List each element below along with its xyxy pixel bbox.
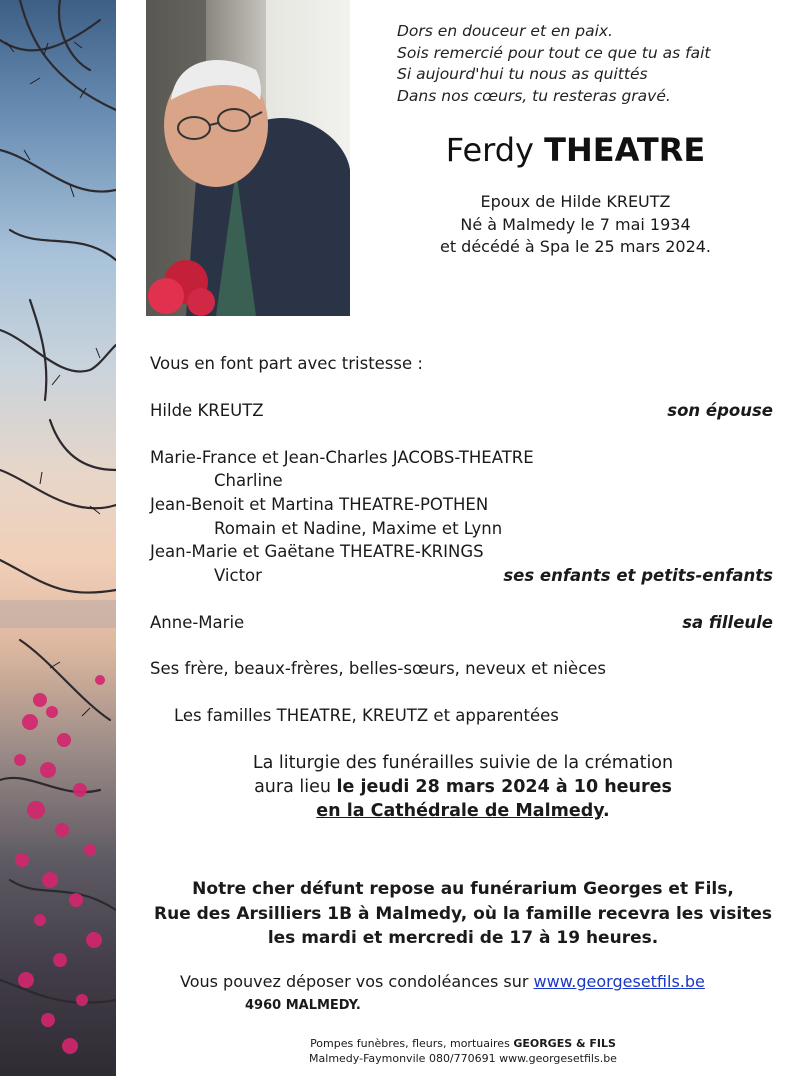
liturgy-date: le jeudi 28 mars 2024 à 10 heures <box>336 777 672 797</box>
reposing-line: Rue des Arsilliers 1B à Malmedy, où la famille recevra les visites <box>154 903 772 924</box>
decorative-side-image <box>0 0 116 1076</box>
siblings-text: Ses frère, beaux-frères, belles-sœurs, neveux et nièces <box>150 659 607 678</box>
deceased-name <box>380 131 771 169</box>
liturgy-place-line <box>116 799 810 823</box>
liturgy-date-line <box>116 775 810 799</box>
grandchild-names: Romain et Nadine, Maxime et Lynn <box>214 519 503 538</box>
liturgy-info <box>116 751 810 823</box>
bio-line: Epoux de Hilde KREUTZ <box>480 192 671 211</box>
child-name: Jean-Marie et Gaëtane THEATRE-KRINGS <box>150 542 484 561</box>
footer-company: GEORGES & FILS <box>513 1037 616 1050</box>
grandchild-names: Victor <box>214 566 262 585</box>
reposing-line: les mardi et mercredi de 17 à 19 heures. <box>267 928 659 948</box>
poem-line: Dans nos cœurs, tu resteras gravé. <box>397 86 671 105</box>
families-text: Les familles THEATRE, KREUTZ et apparentées <box>174 706 559 725</box>
liturgy-line: La liturgie des funérailles suivie de la crémation <box>252 753 674 773</box>
liturgy-place: en la Cathédrale de Malmedy <box>316 801 604 821</box>
bio-line: Né à Malmedy le 7 mai 1934 <box>460 214 691 234</box>
bio-line: et décédé à Spa le 25 mars 2024. <box>439 237 712 256</box>
condolences-link[interactable]: www.georgesetfils.be <box>533 972 705 991</box>
branches-illustration <box>0 0 116 1076</box>
child-name: Jean-Benoit et Martina THEATRE-POTHEN <box>150 495 489 514</box>
reposing-info <box>116 877 810 951</box>
reposing-line: Notre cher défunt repose au funérarium Georges et Fils, <box>192 879 734 899</box>
goddaughter-relation: sa filleule <box>682 613 773 632</box>
child-name: Marie-France et Jean-Charles JACOBS-THEATRE <box>150 448 534 467</box>
first-name: Ferdy <box>445 131 534 169</box>
poem <box>397 21 710 107</box>
poem-line: Sois remercié pour tout ce que tu as fait <box>397 43 711 62</box>
bio <box>380 191 771 259</box>
poem-line: Si aujourd'hui tu nous as quittés <box>397 65 648 83</box>
goddaughter-name: Anne-Marie <box>150 613 245 632</box>
footer-prefix: Pompes funèbres, fleurs, mortuaires <box>310 1037 514 1050</box>
liturgy-place-suffix: . <box>603 801 610 821</box>
last-name: THEATRE <box>544 131 706 169</box>
footer-contact: Malmedy-Faymonvile 080/770691 www.georgesetfils.be <box>309 1052 617 1065</box>
footer-line <box>116 1036 810 1051</box>
spouse-relation: son épouse <box>667 401 773 420</box>
portrait-illustration <box>146 0 350 316</box>
condolences-label: Vous pouvez déposer vos condoléances sur <box>180 972 534 991</box>
poem-line: Dors en douceur et en paix. <box>397 22 613 40</box>
city-text: 4960 MALMEDY. <box>245 998 361 1013</box>
intro-text: Vous en font part avec tristesse : <box>150 354 423 373</box>
spouse-name: Hilde KREUTZ <box>150 401 264 420</box>
portrait-photo <box>146 0 350 316</box>
condolences-text <box>180 972 705 991</box>
liturgy-prefix: aura lieu <box>254 777 337 797</box>
footer <box>116 1036 810 1066</box>
grandchild-names: Charline <box>214 471 283 490</box>
children-relation: ses enfants et petits-enfants <box>503 566 773 585</box>
